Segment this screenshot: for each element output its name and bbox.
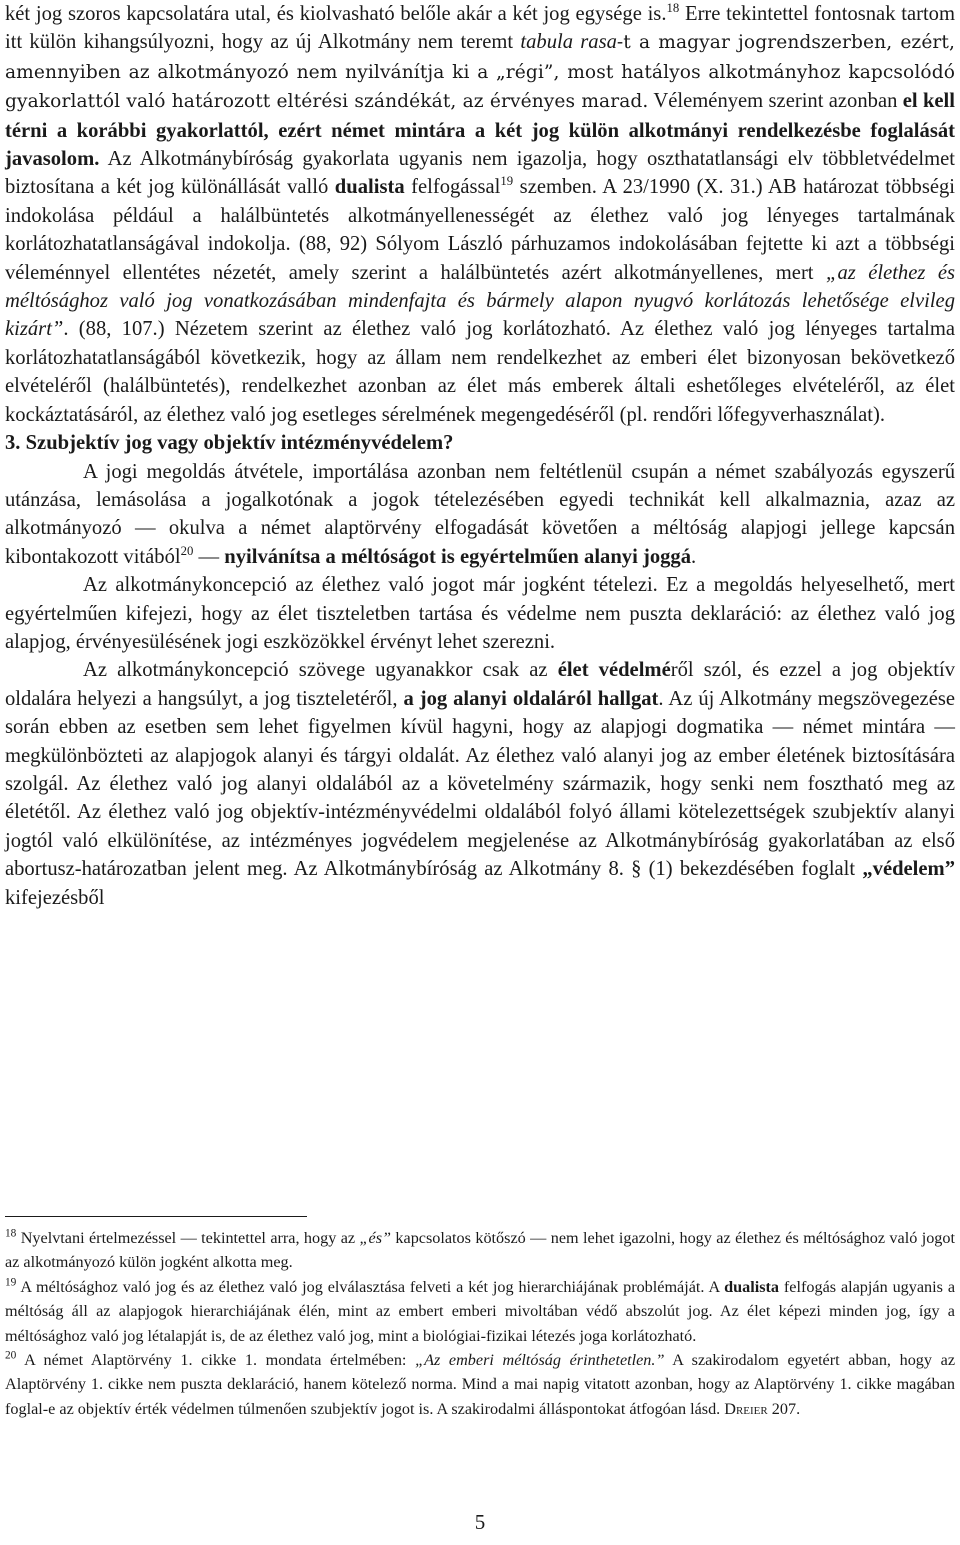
- quotation: „az élethez és méltósághoz való jog vonatkozásában mindenfajta és bármely alapon nyugvó korlátozás lehetősége elvileg kizárt”: [5, 261, 955, 341]
- page-number: 5: [474, 1510, 486, 1534]
- emphasis: a jog alanyi oldaláról hallgat: [403, 687, 659, 710]
- emphasis: dualista: [724, 1277, 780, 1296]
- emphasis: élet védelmé: [557, 659, 671, 682]
- emphasis-proposal: el kell térni a korábbi gyakorlattól, ezért német mintára a két jog külön alkotmányi rendelkezésbe foglalását javasolom.: [5, 90, 955, 171]
- text-run: .: [691, 545, 697, 568]
- text-run: felfogás alapján ugyanis a méltóság áll az alapjogok hierarchiájának élén, mint az embert emberi mivoltában védő abszolút jog. Az élet képezi minden jog, így a méltósághoz való jog létalapját is, de az élethez való jog, mint a biológiai-fizikai létezés joga korlátozható.: [5, 1277, 955, 1345]
- text-run: szemben. A 23/1990 (X. 31.) AB határozat többségi indokolása például a halálbüntetés alkotmányellenességét az élethez való jog lényeges tartalmának korlátozhatatlanságával indokolja. (88, 92) Sólyom László párhuzamos indokolásában fejtette ki azt a többségi véleménnyel ellentétes nézetét, amely szerint a halálbüntetés azért alkotmányellenes, mert: [5, 176, 955, 284]
- footnote-ref-18[interactable]: 18: [666, 1, 680, 16]
- text-run: Erre tekintettel fontosnak tartom itt külön kihangsúlyozni, hogy az új Alkotmány nem teremt: [5, 3, 955, 54]
- text-run: két jog szoros kapcsolatára utal, és kiolvasható belőle akár a két jog egysége is.: [5, 3, 667, 25]
- latin-term: tabula rasa: [520, 31, 617, 54]
- text-run: Nyelvtani értelmezéssel — tekintettel arra, hogy az: [16, 1229, 360, 1247]
- text-run: A méltósághoz való jog és az élethez való jog elválasztása felveti a két jog hierarchiájának problémáját. A: [16, 1277, 725, 1296]
- text-run: . Az új Alkotmány megszövegezése során ebben az esetben sem lehet figyelmen kívül hagyni, hogy az alapjogi dogmatika — német mintára — megkülönbözteti az alapjogok alanyi és tárgyi oldalát. Az élethez való alanyi jog az ember életének biztosítására szolgál. Az élethez való jog alanyi oldalából az a követelmény származik, hogy senki nem fosztható meg az életétől. Az élethez való jog objektív-intézményvédelmi oldalából folyó állami kötelezettségek szubjektív alanyi jogtól való elkülönítése, az intézményes jogvédelem megjelenése az Alkotmánybíróság gyakorlatában az első abortusz-határozatban jelent meg. Az Alkotmánybíróság az Alkotmány 8. § (1) bekezdésében foglalt: [5, 687, 955, 881]
- footnotes: [5, 1226, 955, 1421]
- footnote-ref-20[interactable]: 20: [180, 543, 194, 558]
- text-run: —: [193, 545, 225, 568]
- footnote-number: 19: [5, 1276, 17, 1289]
- footnote-20: [5, 1348, 955, 1421]
- text-run: kapcsolatos kötőszó — nem lehet igazolni, hogy az élethez és méltósághoz való jogot az alkotmányozó külön jogként alkotta meg.: [5, 1229, 955, 1272]
- emphasis-dualista: dualista: [334, 176, 405, 199]
- text-run: felfogással: [404, 176, 501, 199]
- text-run: . (88, 107.) Nézetem szerint az élethez való jog korlátozható. Az élethez való jog lényeges tartalma korlátozhatatlanságából következik, hogy az állam nem rendelkezhet az emberi élet bizonyosan bekövetkező elvételéről (halálbüntetés), rendelkezhet azonban az élet más emberek általi eshetőleges elvételéről, az élet kockáztatásáról, az élethez való jog esetleges sérelmének megengedéséről (pl. rendőri lőfegyverhasználat).: [5, 318, 955, 426]
- text-run: Az alkotmánykoncepció szövege ugyanakkor csak az: [83, 659, 558, 682]
- footnote-ref-19[interactable]: 19: [500, 174, 514, 189]
- quotation: „Az emberi méltóság érinthetetlen.”: [415, 1351, 665, 1370]
- text-run: A német Alaptörvény 1. cikke 1. mondata értelmében:: [16, 1351, 416, 1370]
- paragraph-continuation: [5, 0, 955, 429]
- text-run: Véleményem szerint azonban: [648, 90, 903, 113]
- emphasis: „védelem”: [862, 858, 955, 881]
- body-text: [5, 0, 955, 912]
- text-run: 207.: [767, 1399, 801, 1418]
- text-run: A jogi megoldás átvétele, importálása azonban nem feltétlenül csupán a német szabályozás egyszerű utánzása, lemásolása a jogalkotónak a jogok tételezésében egyedi technikát kell alkalmaznia, azaz az alkotmányozó — okulva a német alaptörvény elfogadását követően a méltóság alapjogi jellege kapcsán kibontakozott vitából: [5, 460, 955, 568]
- quotation: „és”: [359, 1229, 392, 1247]
- emphasis: nyilvánítsa a méltóságot is egyértelműen alanyi joggá: [224, 545, 692, 568]
- paragraph: Az alkotmánykoncepció az élethez való jogot már jogként tételezi. Ez a megoldás helyeselhető, mert egyértelműen kifejezi, hogy az élet tiszteletben tartása és védelme nem puszta deklaráció: az élethez való jog alapjog, érvényesülésének jogi eszközökkel érvényt lehet szerezni.: [5, 574, 955, 653]
- text-run: ről szól, és ezzel a jog objektív oldalára helyezi a hangsúlyt, a jog tiszteletéről,: [5, 659, 955, 710]
- paragraph: [5, 656, 955, 912]
- text-run: Az Alkotmánybíróság gyakorlata ugyanis nem igazolja, hogy oszthatatlansági elv többletvédelmet biztosítana a két jog különállását valló: [5, 148, 955, 199]
- footnote-separator: [5, 1216, 307, 1217]
- paragraph: [5, 458, 955, 572]
- author-name: Dreier: [724, 1399, 768, 1418]
- footnote-18: [5, 1226, 955, 1275]
- text-run: -t a magyar jogrendszerben, ezért, amennyiben az alkotmányozó nem nyilvánítja ki a „régi”, most hatályos alkotmányhoz kapcsolódó gyakorlattól való határozott eltérési szándékát, az érvényes marad.: [5, 32, 955, 113]
- footnote-number: 20: [5, 1349, 17, 1362]
- footnote-19: [5, 1275, 955, 1348]
- section-heading: 3. Szubjektív jog vagy objektív intézményvédelem?: [5, 432, 454, 455]
- text-run: A szakirodalom egyetért abban, hogy az Alaptörvény 1. cikke nem puszta deklaráció, hanem kötelező norma. Mind a mai napig vitatott azonban, hogy az Alaptörvény 1. cikke magában foglal-e az objektív érték védelmen túlmenően szubjektív jogot is. A szakirodalmi álláspontokat átfogóan lásd.: [5, 1351, 956, 1418]
- footnote-number: 18: [5, 1227, 17, 1240]
- text-run: kifejezésből: [5, 886, 105, 909]
